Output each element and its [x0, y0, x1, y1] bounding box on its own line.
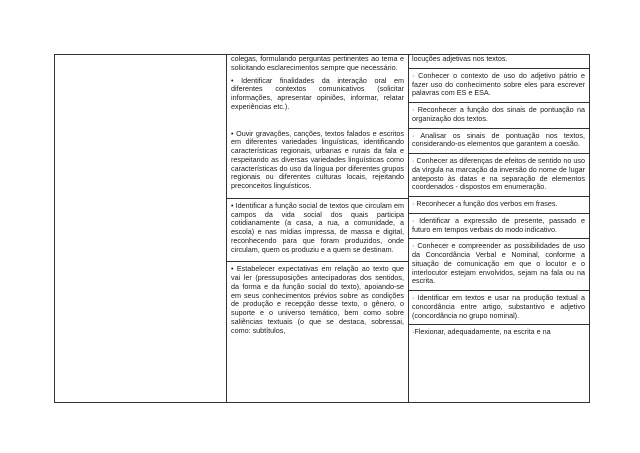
objective-item: · Analisar os sinais de pontuação nos textos, considerando-os elementos que garantem a coesão. — [409, 129, 589, 155]
curriculum-table — [54, 54, 590, 403]
divider — [227, 198, 408, 199]
divider — [227, 261, 408, 262]
skill-paragraph: • Identificar a função social de textos que circulam em campos da vida social dos quais participa cotidianamente (a casa, a rua, a comunidade, a escola) e nas mídias impressa, de massa e digital, reconhecendo para que foram produzidos, onde circulam, quem os produziu e a quem se destinam. — [231, 200, 404, 254]
empty-left-cell — [55, 55, 227, 403]
skill-paragraph: • Ouvir gravações, canções, textos falados e escritos em diferentes variedades linguísticas, identificando características regionais, urbanas e rurais da fala e respeitando as diversas variedades linguísticas como características do uso da língua por diferentes grupos regionais ou diferentes culturas locais, rejeitando preconceitos linguísticos. — [231, 128, 404, 190]
objective-item: · Identificar a expressão de presente, passado e futuro em tempos verbais do modo indicativo. — [409, 214, 589, 240]
objective-item: · Conhecer o contexto de uso do adjetivo pátrio e fazer uso do conhecimento sobre eles para escrever palavras com ES e ESA. — [409, 69, 589, 103]
objective-item: · Reconhecer a função dos sinais de pontuação na organização dos textos. — [409, 103, 589, 129]
skills-cell — [227, 55, 409, 403]
objective-item: · Conhecer as diferenças de efeitos de sentido no uso da vírgula na marcação da inversão do nome de lugar anteposto às datas e na separação de elementos coordenados - dispostos em enumeração. — [409, 154, 589, 197]
skill-paragraph: • Identificar finalidades da interação oral em diferentes contextos comunicativos (solicitar informações, apresentar opiniões, informar, relatar experiências etc.). — [231, 75, 404, 111]
skill-paragraph: • Estabelecer expectativas em relação ao texto que vai ler (pressuposições antecipadoras dos sentidos, da forma e da função social do texto), apoiando-se em seus conhecimentos prévios sobre as condições de produção e recepção desse texto, o gênero, o suporte e o universo temático, bem como sobre saliências textuais (o que se destaca, sobressai, como: subtítulos, — [231, 264, 404, 335]
objectives-cell — [409, 55, 590, 403]
table-row — [55, 55, 590, 403]
objective-item: · Identificar em textos e usar na produção textual a concordância entre artigo, substantivo e adjetivo (concordância no grupo nominal). — [409, 291, 589, 325]
objective-item: · Reconhecer a função dos verbos em frases. — [409, 197, 589, 214]
objective-item: locuções adjetivas nos textos. — [409, 55, 589, 69]
objective-item: · Conhecer e compreender as possibilidades de uso da Concordância Verbal e Nominal, conforme a situação de comunicação em que o locutor e o interlocutor estejam envolvidos, sejam na fala ou na escrita. — [409, 239, 589, 291]
objective-item: ·Flexionar, adequadamente, na escrita e na — [412, 327, 551, 337]
skill-paragraph: colegas, formulando perguntas pertinentes ao tema e solicitando esclarecimentos sempre que necessário. — [231, 55, 404, 72]
